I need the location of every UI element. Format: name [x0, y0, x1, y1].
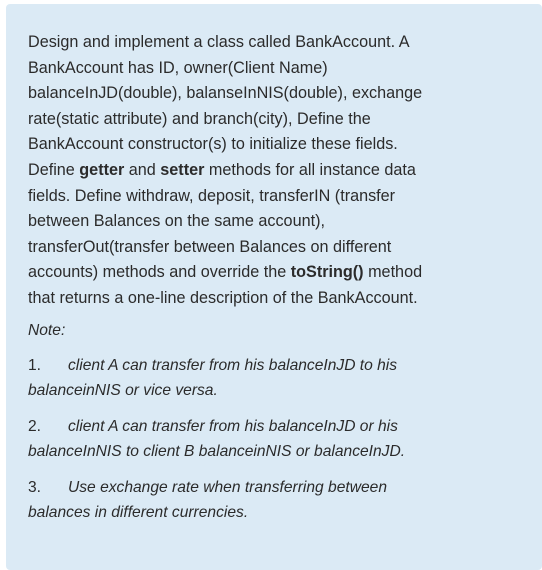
note-item — [28, 475, 528, 525]
description-line: transferOut(transfer between Balances on different — [28, 237, 392, 256]
bold-keyword-tostring: toString() — [290, 263, 364, 282]
question-card — [6, 4, 542, 570]
description-line: BankAccount constructor(s) to initialize these fields. — [28, 135, 398, 154]
note-item-line: balances in different currencies. — [28, 503, 249, 521]
description-line: BankAccount has ID, owner(Client Name) — [28, 58, 328, 77]
description-line: rate(static attribute) and branch(city), Define the — [28, 109, 371, 128]
note-number: 2. — [28, 417, 42, 435]
description-line: fields. Define withdraw, deposit, transferIN (transfer — [28, 186, 396, 205]
description-line: balanceInJD(double), balanseInNIS(double), exchange — [28, 84, 423, 103]
note-text: Use exchange rate when transferring between — [68, 478, 387, 496]
description-line: that returns a one-line description of the BankAccount. — [28, 288, 418, 307]
text-run: accounts) methods and override the — [28, 263, 291, 282]
note-number: 1. — [28, 356, 42, 374]
note-text: client A can transfer from his balanceInJD to his — [68, 356, 398, 374]
description-line: Design and implement a class called BankAccount. A — [28, 33, 410, 51]
note-text: client A can transfer from his balanceInJD or his — [68, 417, 398, 435]
text-run: and — [124, 160, 161, 179]
note-label: Note: — [28, 321, 66, 339]
note-number: 3. — [28, 478, 42, 496]
bold-keyword-setter: setter — [160, 160, 205, 179]
description-line — [28, 158, 528, 184]
note-item-line: balanceInNIS to client B balanceinNIS or balanceInJD. — [28, 442, 406, 460]
note-item — [28, 353, 528, 403]
text-run: method — [363, 263, 423, 282]
assignment-description — [28, 30, 528, 312]
bold-keyword-getter: getter — [79, 160, 125, 179]
note-item-line: balanceinNIS or vice versa. — [28, 381, 218, 399]
note-item-line — [28, 414, 528, 439]
text-run: methods for all instance data — [204, 160, 416, 179]
note-item — [28, 414, 528, 464]
note-item-line — [28, 353, 528, 378]
description-line: between Balances on the same account), — [28, 212, 325, 231]
note-item-line — [28, 475, 528, 500]
text-run: Define — [28, 160, 80, 179]
description-line — [28, 260, 528, 286]
